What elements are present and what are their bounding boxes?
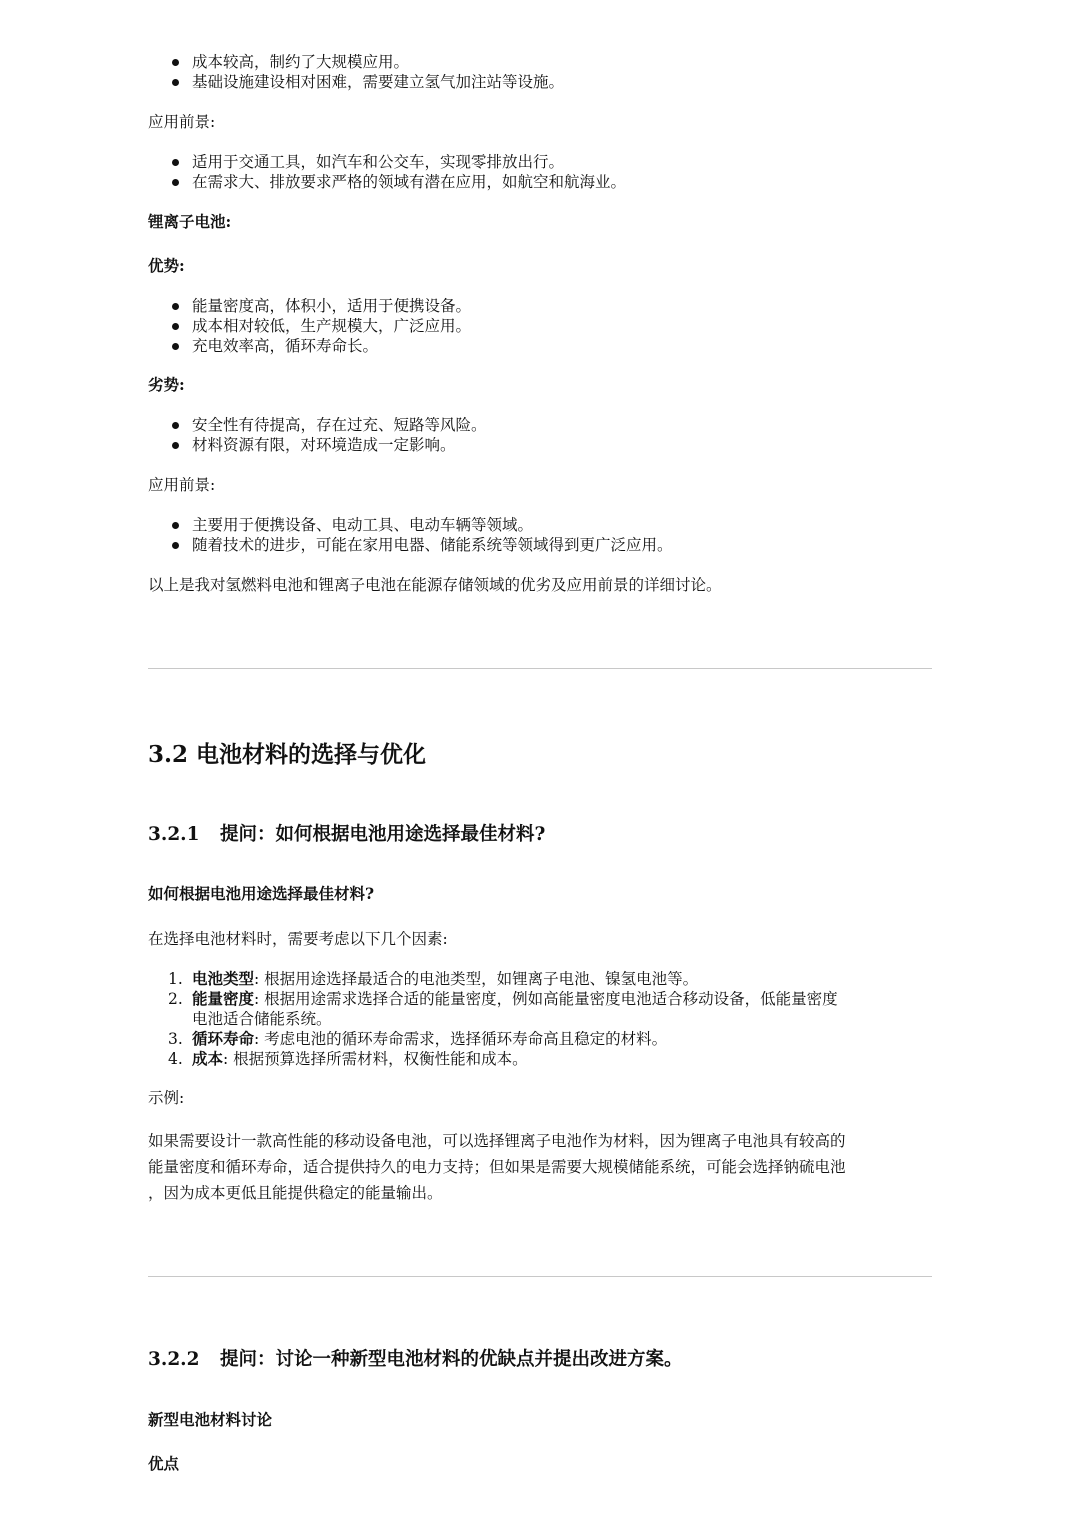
subsection-heading-text: 提问：如何根据电池用途选择最佳材料? xyxy=(220,824,546,845)
section-title: 3.2 电池材料的选择与优化 xyxy=(148,741,427,768)
list-item: 成本相对较低，生产规模大，广泛应用。 xyxy=(148,316,471,336)
hydrogen-prospect-label: 应用前景: xyxy=(148,113,216,131)
list-item: 3. 循环寿命: 考虑电池的循环寿命需求，选择循环寿命高且稳定的材料。 xyxy=(168,1029,668,1048)
factor-list xyxy=(148,969,938,1069)
list-item: 随着技术的进步，可能在家用电器、储能系统等领域得到更广泛应用。 xyxy=(148,535,673,555)
subsection-title xyxy=(148,822,545,848)
li-pros-list xyxy=(148,296,471,356)
hydrogen-prospect-list xyxy=(148,152,626,192)
factor-term: 电池类型 xyxy=(192,969,255,988)
list-item: 充电效率高，循环寿命长。 xyxy=(148,336,471,356)
factor-term: 循环寿命 xyxy=(192,1029,255,1048)
factor-term: 能量密度 xyxy=(192,989,255,1008)
subsection-number: 3.2.2 xyxy=(148,1349,200,1370)
example-label: 示例: xyxy=(148,1089,185,1107)
list-item: 安全性有待提高，存在过充、短路等风险。 xyxy=(148,415,487,435)
pros-label: 优点 xyxy=(148,1454,180,1473)
list-item: 1. 电池类型: 根据用途选择最适合的电池类型，如锂离子电池、镍氢电池等。 xyxy=(168,969,699,988)
divider xyxy=(148,668,932,669)
summary-paragraph: 以上是我对氢燃料电池和锂离子电池在能源存储领域的优劣及应用前景的详细讨论。 xyxy=(148,576,722,594)
divider xyxy=(148,1276,932,1277)
question-heading: 如何根据电池用途选择最佳材料? xyxy=(148,884,375,903)
subsection-heading-text: 提问：讨论一种新型电池材料的优缺点并提出改进方案。 xyxy=(220,1349,683,1370)
list-item: 材料资源有限，对环境造成一定影响。 xyxy=(148,435,487,455)
li-cons-label: 劣势: xyxy=(148,375,185,394)
li-pros-label: 优势: xyxy=(148,256,185,275)
example-paragraph: 如果需要设计一款高性能的移动设备电池，可以选择锂离子电池作为材料，因为锂离子电池具有较高的 能量密度和循环寿命，适合提供持久的电力支持；但如果是需要大规模储能系统，可能会选择钠硫电池 ，因为成本更低且能提供稳定的能量输出。 xyxy=(148,1132,846,1202)
subsection-title xyxy=(148,1347,683,1373)
intro-paragraph: 在选择电池材料时，需要考虑以下几个因素: xyxy=(148,930,448,948)
list-item: 成本较高，制约了大规模应用。 xyxy=(148,52,564,72)
list-item: 能量密度高，体积小，适用于便携设备。 xyxy=(148,296,471,316)
hydrogen-cons-list xyxy=(148,52,564,92)
list-item: 4. 成本: 根据预算选择所需材料，权衡性能和成本。 xyxy=(168,1049,528,1068)
list-item: 基础设施建设相对困难，需要建立氢气加注站等设施。 xyxy=(148,72,564,92)
new-material-heading: 新型电池材料讨论 xyxy=(148,1410,273,1429)
li-prospect-list xyxy=(148,515,673,555)
li-cons-list xyxy=(148,415,487,455)
list-item: 在需求大、排放要求严格的领域有潜在应用，如航空和航海业。 xyxy=(148,172,626,192)
subsection-number: 3.2.1 xyxy=(148,824,200,845)
list-item: 适用于交通工具，如汽车和公交车，实现零排放出行。 xyxy=(148,152,626,172)
list-item: 主要用于便携设备、电动工具、电动车辆等领域。 xyxy=(148,515,673,535)
list-item: 2. 能量密度: 根据用途需求选择合适的能量密度，例如高能量密度电池适合移动设备，低能量密度 电池适合储能系统。 xyxy=(168,989,838,1028)
li-ion-heading: 锂离子电池: xyxy=(148,212,232,231)
li-prospect-label: 应用前景: xyxy=(148,476,216,494)
factor-term: 成本 xyxy=(192,1049,224,1068)
